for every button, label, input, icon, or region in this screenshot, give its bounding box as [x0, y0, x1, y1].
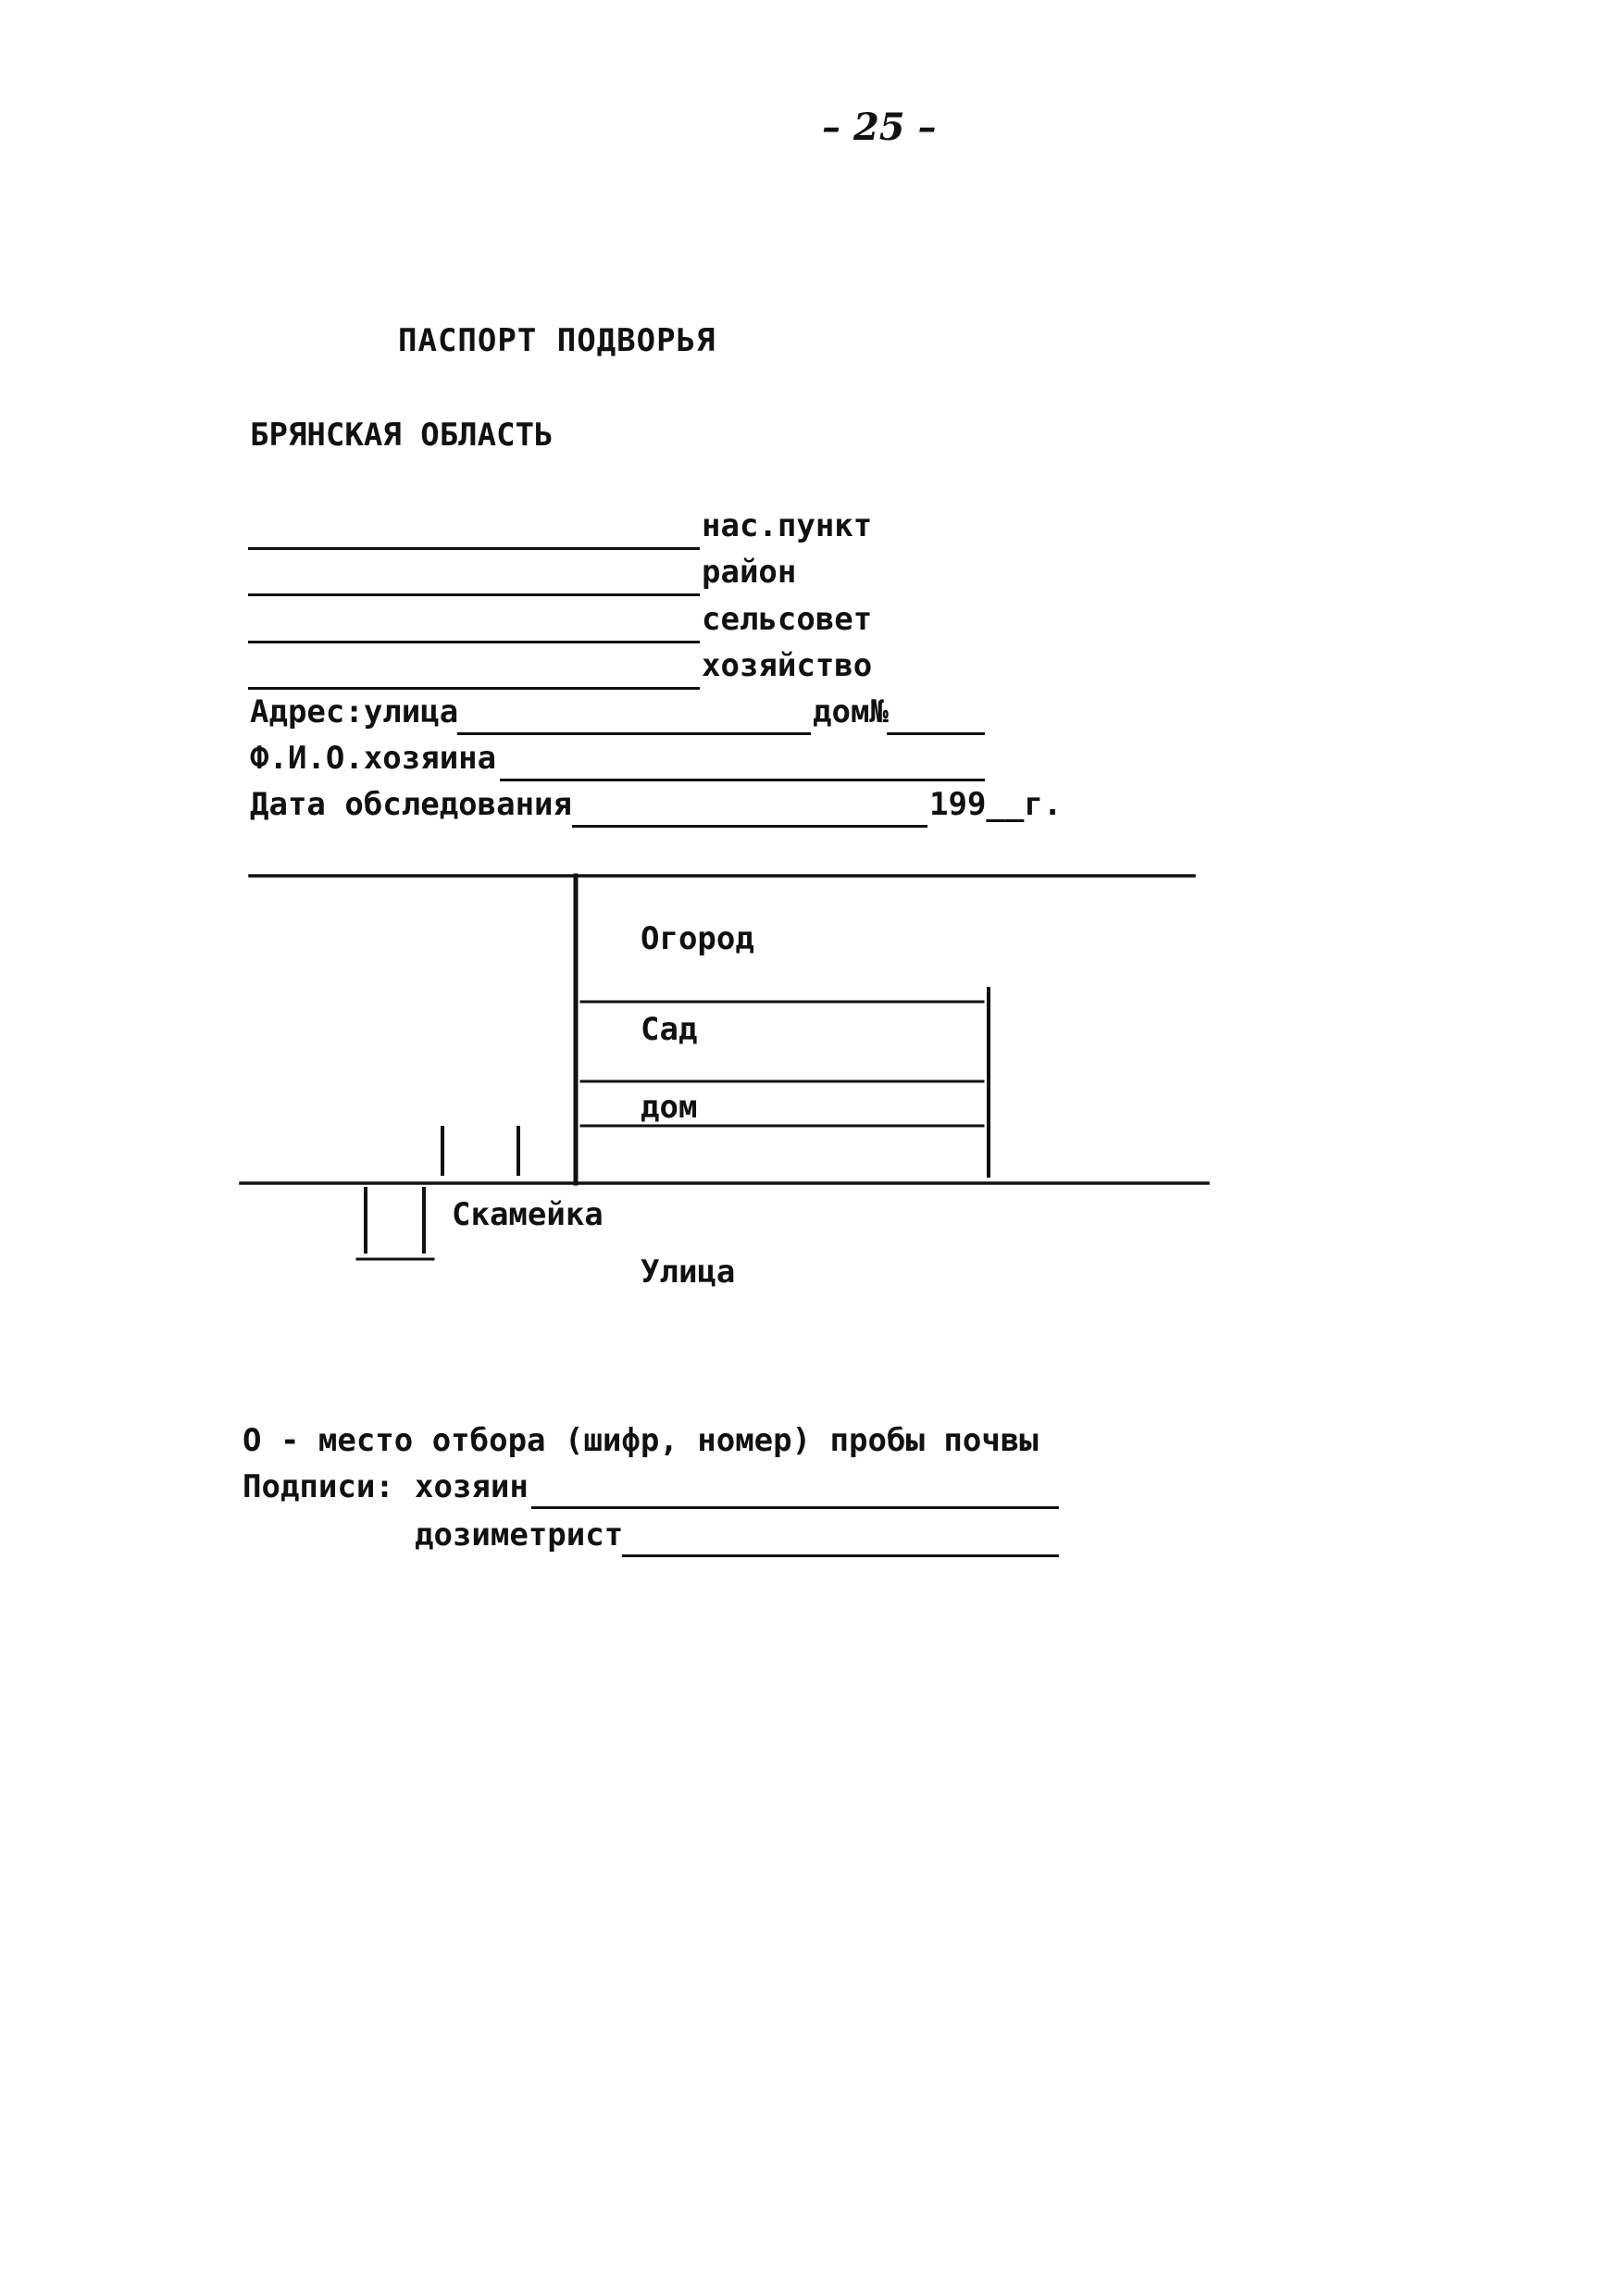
farm-label: хозяйство	[702, 647, 873, 684]
settlement-label: нас.пункт	[702, 507, 873, 544]
survey-year-label: 199__г.	[929, 786, 1063, 823]
owner-name-label: Ф.И.О.хозяина	[250, 740, 497, 777]
survey-date-label: Дата обследования	[250, 786, 572, 823]
district-label: район	[702, 554, 797, 591]
orchard-label: Сад	[641, 1011, 698, 1048]
signatures-label: Подписи:	[243, 1468, 394, 1505]
house-number-label: дом№	[813, 693, 889, 730]
dosimetrist-signature-blank	[622, 1554, 1059, 1557]
house-label: дом	[641, 1089, 698, 1126]
bench-label: Скамейка	[452, 1196, 604, 1233]
owner-signature-blank	[531, 1506, 1059, 1509]
dosimetrist-signature-label: дозиметрист	[415, 1516, 624, 1554]
street-label: Улица	[641, 1254, 736, 1291]
region-heading: БРЯНСКАЯ ОБЛАСТЬ	[250, 417, 554, 454]
soil-sample-legend: О - место отбора (шифр, номер) пробы почвы	[243, 1422, 1039, 1459]
page-number: – 25 –	[822, 106, 937, 149]
page-title: ПАСПОРТ ПОДВОРЬЯ	[398, 322, 716, 359]
owner-signature-label: хозяин	[415, 1468, 529, 1505]
village-council-label: сельсовет	[702, 601, 873, 638]
address-street-label: Адрес:улица	[250, 693, 459, 730]
vegetable-garden-label: Огород	[641, 920, 754, 957]
